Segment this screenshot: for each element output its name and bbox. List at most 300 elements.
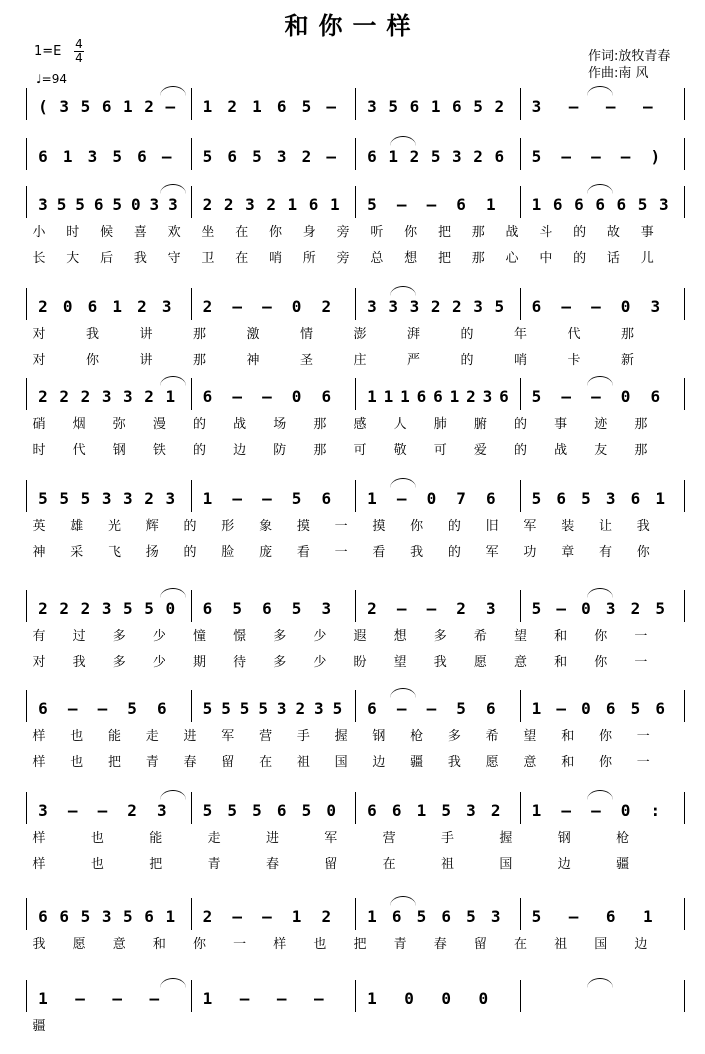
lyric-char: 一: [334, 519, 349, 534]
note-digit: 0: [326, 801, 337, 820]
lyric-char: 把: [108, 755, 123, 770]
lyric-char: 有: [598, 545, 613, 560]
note-digit: 2: [466, 387, 476, 406]
lyric-char: 走: [207, 831, 222, 846]
note-digit: 2: [295, 699, 306, 718]
lyric-char: 我: [85, 327, 100, 342]
lyric-char: 和: [561, 729, 576, 744]
lyric-char: 人: [393, 417, 408, 432]
note-digit: 3: [168, 195, 178, 214]
note-digit: 3: [452, 147, 462, 166]
lyric-char: 意: [112, 937, 127, 952]
note-digit: 5: [258, 699, 268, 718]
lyric-char: 腑: [473, 417, 488, 432]
lyric-line: [0, 416, 705, 434]
bar-line: [191, 186, 192, 218]
bar-line: [355, 186, 356, 218]
lyric-char: 功: [523, 545, 538, 560]
lyric-char: 和: [152, 937, 167, 952]
lyric-char: 那: [192, 353, 207, 368]
note-digit: 6: [38, 147, 48, 166]
note-digit: 6: [605, 907, 616, 926]
lyric-char: 战: [505, 225, 520, 240]
lyric-char: 军: [523, 519, 538, 534]
lyric-char: 钢: [557, 831, 572, 846]
note-digit: 1: [202, 989, 213, 1008]
lyric-char: 青: [393, 937, 408, 952]
note-digit: 5: [127, 699, 137, 718]
dash-extension: –: [67, 699, 78, 718]
lyric-char: 时: [32, 443, 47, 458]
lyric-char: 采: [70, 545, 85, 560]
lyric-char: 严: [406, 353, 421, 368]
note-digit: 6: [367, 147, 377, 166]
lyric-char: 和: [561, 755, 576, 770]
note-digit: 0: [581, 599, 591, 618]
lyric-char: 脸: [221, 545, 236, 560]
dash-extension: –: [396, 489, 407, 508]
lyric-char: 憧: [192, 629, 207, 644]
note-digit: 3: [101, 907, 112, 926]
bar-line: [520, 88, 521, 120]
bar-line: [26, 186, 27, 218]
lyric-char: 握: [334, 729, 349, 744]
bar-line: [26, 480, 27, 512]
note-digit: 6: [531, 297, 542, 316]
lyric-char: 在: [382, 857, 397, 872]
dash-extension: –: [396, 195, 407, 214]
lyric-char: 想: [404, 251, 419, 266]
lyric-char: 的: [447, 545, 462, 560]
dash-extension: –: [426, 599, 437, 618]
lyric-line: [0, 830, 705, 848]
notation-line: [0, 96, 705, 118]
lyric-char: 样: [273, 937, 288, 952]
note-digit: 6: [409, 97, 420, 116]
notation-line: [0, 988, 705, 1010]
note-digit: 6: [630, 489, 641, 508]
note-digit: 6: [552, 195, 563, 214]
notation-line: [0, 194, 705, 216]
lyric-char: 看: [372, 545, 387, 560]
lyric-char: 把: [437, 251, 452, 266]
bar-line: [355, 138, 356, 170]
lyric-char: 的: [460, 353, 475, 368]
lyric-char: 和: [554, 655, 569, 670]
dash-extension: –: [262, 489, 272, 508]
note-digit: 6: [595, 195, 605, 214]
dash-extension: –: [396, 699, 407, 718]
note-digit: 6: [367, 801, 377, 820]
bar-line: [520, 186, 521, 218]
note-digit: 1: [62, 147, 73, 166]
bar-line: [520, 590, 521, 622]
dash-extension: –: [262, 387, 272, 406]
note-digit: 2: [452, 297, 462, 316]
bar-line: [26, 980, 27, 1012]
lyric-char: 希: [473, 629, 488, 644]
lyric-char: 多: [433, 629, 448, 644]
note-digit: 5: [144, 599, 154, 618]
bar-line: [684, 792, 685, 824]
lyric-char: 边: [233, 443, 248, 458]
note-digit: 0: [291, 387, 302, 406]
dash-extension: –: [591, 297, 601, 316]
note-digit: 1: [655, 489, 666, 508]
lyric-char: 装: [561, 519, 576, 534]
lyric-char: 在: [235, 251, 250, 266]
lyric-char: 候: [100, 225, 115, 240]
dash-extension: –: [67, 801, 78, 820]
bar-line: [191, 288, 192, 320]
lyric-line: [0, 518, 705, 536]
lyric-char: 喜: [133, 225, 148, 240]
note-digit: 5: [80, 489, 91, 508]
lyric-char: 哨: [513, 353, 528, 368]
lyric-char: 摸: [372, 519, 387, 534]
dash-extension: –: [232, 489, 242, 508]
note-digit: 1: [485, 195, 496, 214]
note-digit: 3: [409, 297, 420, 316]
lyric-char: 那: [192, 327, 207, 342]
lyric-char: 你: [269, 225, 284, 240]
lyric-char: 旁: [336, 225, 351, 240]
lyric-char: 漫: [152, 417, 167, 432]
dash-extension: –: [568, 907, 579, 926]
lyric-char: 一: [636, 729, 651, 744]
lyric-line: [0, 544, 705, 562]
lyric-char: 也: [90, 857, 105, 872]
lyric-char: 我: [410, 545, 425, 560]
lyric-char: 敬: [393, 443, 408, 458]
note-digit: 3: [59, 97, 70, 116]
lyric-char: 事: [640, 225, 655, 240]
slur-mark: [587, 86, 613, 96]
bar-line: [26, 690, 27, 722]
note-digit: 5: [123, 599, 133, 618]
note-digit: 5: [291, 599, 302, 618]
note-digit: 3: [490, 907, 501, 926]
lyric-char: 看: [296, 545, 311, 560]
note-digit: 3: [101, 489, 112, 508]
note-digit: 5: [581, 489, 591, 508]
lyric-char: 你: [598, 729, 613, 744]
note-digit: 5: [531, 599, 542, 618]
lyric-char: 卫: [201, 251, 216, 266]
note-digit: 6: [38, 699, 48, 718]
lyric-char: 枪: [410, 729, 425, 744]
bar-line: [684, 378, 685, 410]
lyric-char: 心: [505, 251, 520, 266]
lyric-char: 祖: [296, 755, 311, 770]
note-digit: 2: [321, 907, 332, 926]
note-digit: 6: [321, 489, 332, 508]
dash-extension: –: [561, 387, 571, 406]
note-digit: 3: [314, 699, 324, 718]
lyric-char: 祖: [441, 857, 456, 872]
dash-extension: –: [568, 97, 579, 116]
note-digit: 1: [531, 699, 542, 718]
bar-line: [191, 88, 192, 120]
note-digit: 6: [605, 699, 616, 718]
note-digit: 6: [574, 195, 584, 214]
note-digit: 5: [291, 489, 302, 508]
lyric-char: 新: [620, 353, 635, 368]
note-digit: 5: [456, 699, 466, 718]
bracket: (: [38, 97, 48, 116]
lyric-char: 卡: [567, 353, 582, 368]
lyric-char: 在: [235, 225, 250, 240]
slur-mark: [390, 136, 416, 146]
lyric-char: 多: [273, 655, 288, 670]
lyric-char: 进: [265, 831, 280, 846]
lyric-char: 爱: [473, 443, 488, 458]
note-digit: 1: [643, 907, 653, 926]
bar-line: [684, 186, 685, 218]
note-digit: 5: [416, 907, 427, 926]
lyric-char: 铁: [152, 443, 167, 458]
lyric-char: 期: [192, 655, 207, 670]
note-digit: 5: [59, 489, 70, 508]
note-digit: 6: [59, 907, 70, 926]
lyric-char: 一: [634, 655, 649, 670]
lyric-char: 在: [513, 937, 528, 952]
lyric-line: [0, 654, 705, 672]
song-title: 和你一样: [284, 11, 421, 40]
note-digit: 5: [232, 599, 242, 618]
note-digit: 3: [165, 489, 176, 508]
note-digit: 6: [556, 489, 567, 508]
lyric-char: 激: [246, 327, 261, 342]
note-digit: 0: [581, 699, 591, 718]
dash-extension: –: [556, 599, 567, 618]
lyric-char: 大: [66, 251, 81, 266]
note-digit: 3: [531, 97, 542, 116]
note-digit: 2: [266, 195, 276, 214]
lyric-char: 遐: [353, 629, 368, 644]
bar-line: [684, 898, 685, 930]
bar-line: [191, 480, 192, 512]
lyric-char: 防: [273, 443, 288, 458]
slur-mark: [160, 376, 186, 386]
lyric-char: 钢: [372, 729, 387, 744]
bar-line: [684, 980, 685, 1012]
dash-extension: –: [326, 147, 337, 166]
key-label: 1=E: [34, 44, 62, 59]
note-digit: 1: [252, 97, 262, 116]
lyric-char: 少: [313, 629, 328, 644]
note-digit: 3: [87, 147, 98, 166]
lyric-char: 边: [557, 857, 572, 872]
slur-mark: [390, 478, 416, 488]
lyric-char: 章: [561, 545, 576, 560]
lyric-char: 想: [393, 629, 408, 644]
lyric-char: 能: [149, 831, 164, 846]
lyric-char: 有: [32, 629, 47, 644]
lyric-char: 在: [259, 755, 274, 770]
lyric-char: 也: [90, 831, 105, 846]
lyric-char: 可: [433, 443, 448, 458]
note-digit: 0: [291, 297, 302, 316]
dash-extension: –: [239, 989, 250, 1008]
note-digit: 2: [80, 599, 91, 618]
lyric-char: 雄: [70, 519, 85, 534]
lyric-char: 钢: [112, 443, 127, 458]
slur-mark: [390, 896, 416, 906]
lyric-char: 你: [192, 937, 207, 952]
lyric-char: 的: [183, 519, 198, 534]
slur-mark: [160, 86, 186, 96]
note-digit: 5: [202, 801, 213, 820]
lyric-char: 样: [32, 857, 47, 872]
note-digit: 5: [473, 97, 483, 116]
lyric-char: 的: [573, 251, 588, 266]
lyric-char: 春: [183, 755, 198, 770]
lyric-char: 多: [112, 629, 127, 644]
lyric-char: 春: [433, 937, 448, 952]
credits: [588, 48, 670, 82]
lyric-char: 军: [221, 729, 236, 744]
lyric-char: 样: [32, 755, 47, 770]
repeat-sign: :: [650, 801, 661, 820]
lyric-char: 旧: [485, 519, 500, 534]
lyric-char: 我: [72, 655, 87, 670]
lyric-char: 边: [634, 937, 649, 952]
dash-extension: –: [165, 97, 176, 116]
bracket: ): [650, 147, 661, 166]
note-digit: 0: [620, 801, 631, 820]
lyric-char: 国: [334, 755, 349, 770]
notation-line: [0, 146, 705, 168]
note-digit: 6: [202, 387, 213, 406]
note-digit: 2: [80, 387, 91, 406]
note-digit: 1: [112, 297, 123, 316]
lyric-char: 握: [499, 831, 514, 846]
note-digit: 0: [620, 297, 631, 316]
dash-extension: –: [561, 297, 571, 316]
bar-line: [355, 480, 356, 512]
dash-extension: –: [262, 907, 272, 926]
lyric-char: 小: [32, 225, 47, 240]
lyric-char: 坐: [201, 225, 216, 240]
lyric-char: 长: [32, 251, 47, 266]
note-digit: 2: [430, 297, 441, 316]
lyric-char: 的: [513, 443, 528, 458]
note-digit: 2: [202, 297, 213, 316]
bar-line: [355, 88, 356, 120]
lyric-char: 你: [594, 655, 609, 670]
note-digit: 0: [404, 989, 414, 1008]
note-digit: 3: [367, 97, 377, 116]
note-digit: 3: [650, 297, 661, 316]
slur-mark: [160, 588, 186, 598]
lyric-char: 多: [273, 629, 288, 644]
note-digit: 3: [156, 801, 167, 820]
note-digit: 5: [239, 699, 250, 718]
lyric-char: 意: [513, 655, 528, 670]
bar-line: [26, 88, 27, 120]
lyric-char: 英: [32, 519, 47, 534]
note-digit: 2: [227, 97, 238, 116]
lyric-char: 我: [433, 655, 448, 670]
lyric-char: 待: [233, 655, 248, 670]
lyric-char: 愿: [72, 937, 87, 952]
bar-line: [520, 980, 521, 1012]
slur-mark: [160, 790, 186, 800]
note-digit: 2: [630, 599, 641, 618]
bar-line: [520, 138, 521, 170]
bar-line: [520, 480, 521, 512]
note-digit: 3: [245, 195, 255, 214]
note-digit: 6: [101, 97, 112, 116]
lyric-char: 年: [513, 327, 528, 342]
bar-line: [191, 690, 192, 722]
lyric-char: 光: [108, 519, 123, 534]
slur-mark: [587, 376, 613, 386]
note-digit: 3: [101, 599, 112, 618]
lyric-char: 烟: [72, 417, 87, 432]
note-digit: 3: [276, 699, 287, 718]
lyric-char: 对: [32, 655, 47, 670]
lyric-char: 的: [192, 443, 207, 458]
slur-mark: [587, 184, 613, 194]
note-digit: 1: [400, 387, 410, 406]
bar-line: [355, 288, 356, 320]
note-digit: 5: [56, 195, 67, 214]
lyric-char: 军: [324, 831, 339, 846]
note-digit: 5: [637, 195, 648, 214]
lyric-char: 飞: [108, 545, 123, 560]
lyricist-credit: 作词:放牧青春: [588, 49, 671, 64]
note-digit: 6: [391, 801, 402, 820]
lyric-char: 我: [636, 519, 651, 534]
lyric-char: 希: [485, 729, 500, 744]
lyric-char: 庄: [353, 353, 368, 368]
bar-line: [26, 288, 27, 320]
lyric-line: [0, 326, 705, 344]
lyric-char: 硝: [32, 417, 47, 432]
note-digit: 5: [80, 907, 91, 926]
lyric-char: 场: [273, 417, 288, 432]
lyric-char: 讲: [139, 353, 154, 368]
dash-extension: –: [97, 801, 108, 820]
note-digit: 2: [59, 387, 70, 406]
lyric-char: 样: [32, 729, 47, 744]
note-digit: 5: [367, 195, 377, 214]
note-digit: 6: [485, 699, 496, 718]
tempo-mark: ♩=94: [36, 72, 67, 86]
lyric-char: 的: [183, 545, 198, 560]
lyric-char: 的: [447, 519, 462, 534]
note-digit: 2: [223, 195, 234, 214]
note-digit: 6: [441, 907, 452, 926]
lyric-char: 象: [259, 519, 274, 534]
note-digit: 3: [605, 489, 616, 508]
lyric-char: 把: [353, 937, 368, 952]
note-digit: 2: [301, 147, 312, 166]
note-digit: 5: [531, 147, 542, 166]
note-digit: 6: [391, 907, 402, 926]
lyric-char: 疆: [32, 1019, 47, 1034]
lyric-char: 一: [636, 755, 651, 770]
note-digit: 3: [388, 297, 399, 316]
lyric-char: 样: [32, 831, 47, 846]
note-digit: 3: [38, 801, 48, 820]
lyric-char: 听: [370, 225, 385, 240]
lyric-char: 祖: [554, 937, 569, 952]
lyric-char: 那: [313, 443, 328, 458]
bar-line: [520, 792, 521, 824]
